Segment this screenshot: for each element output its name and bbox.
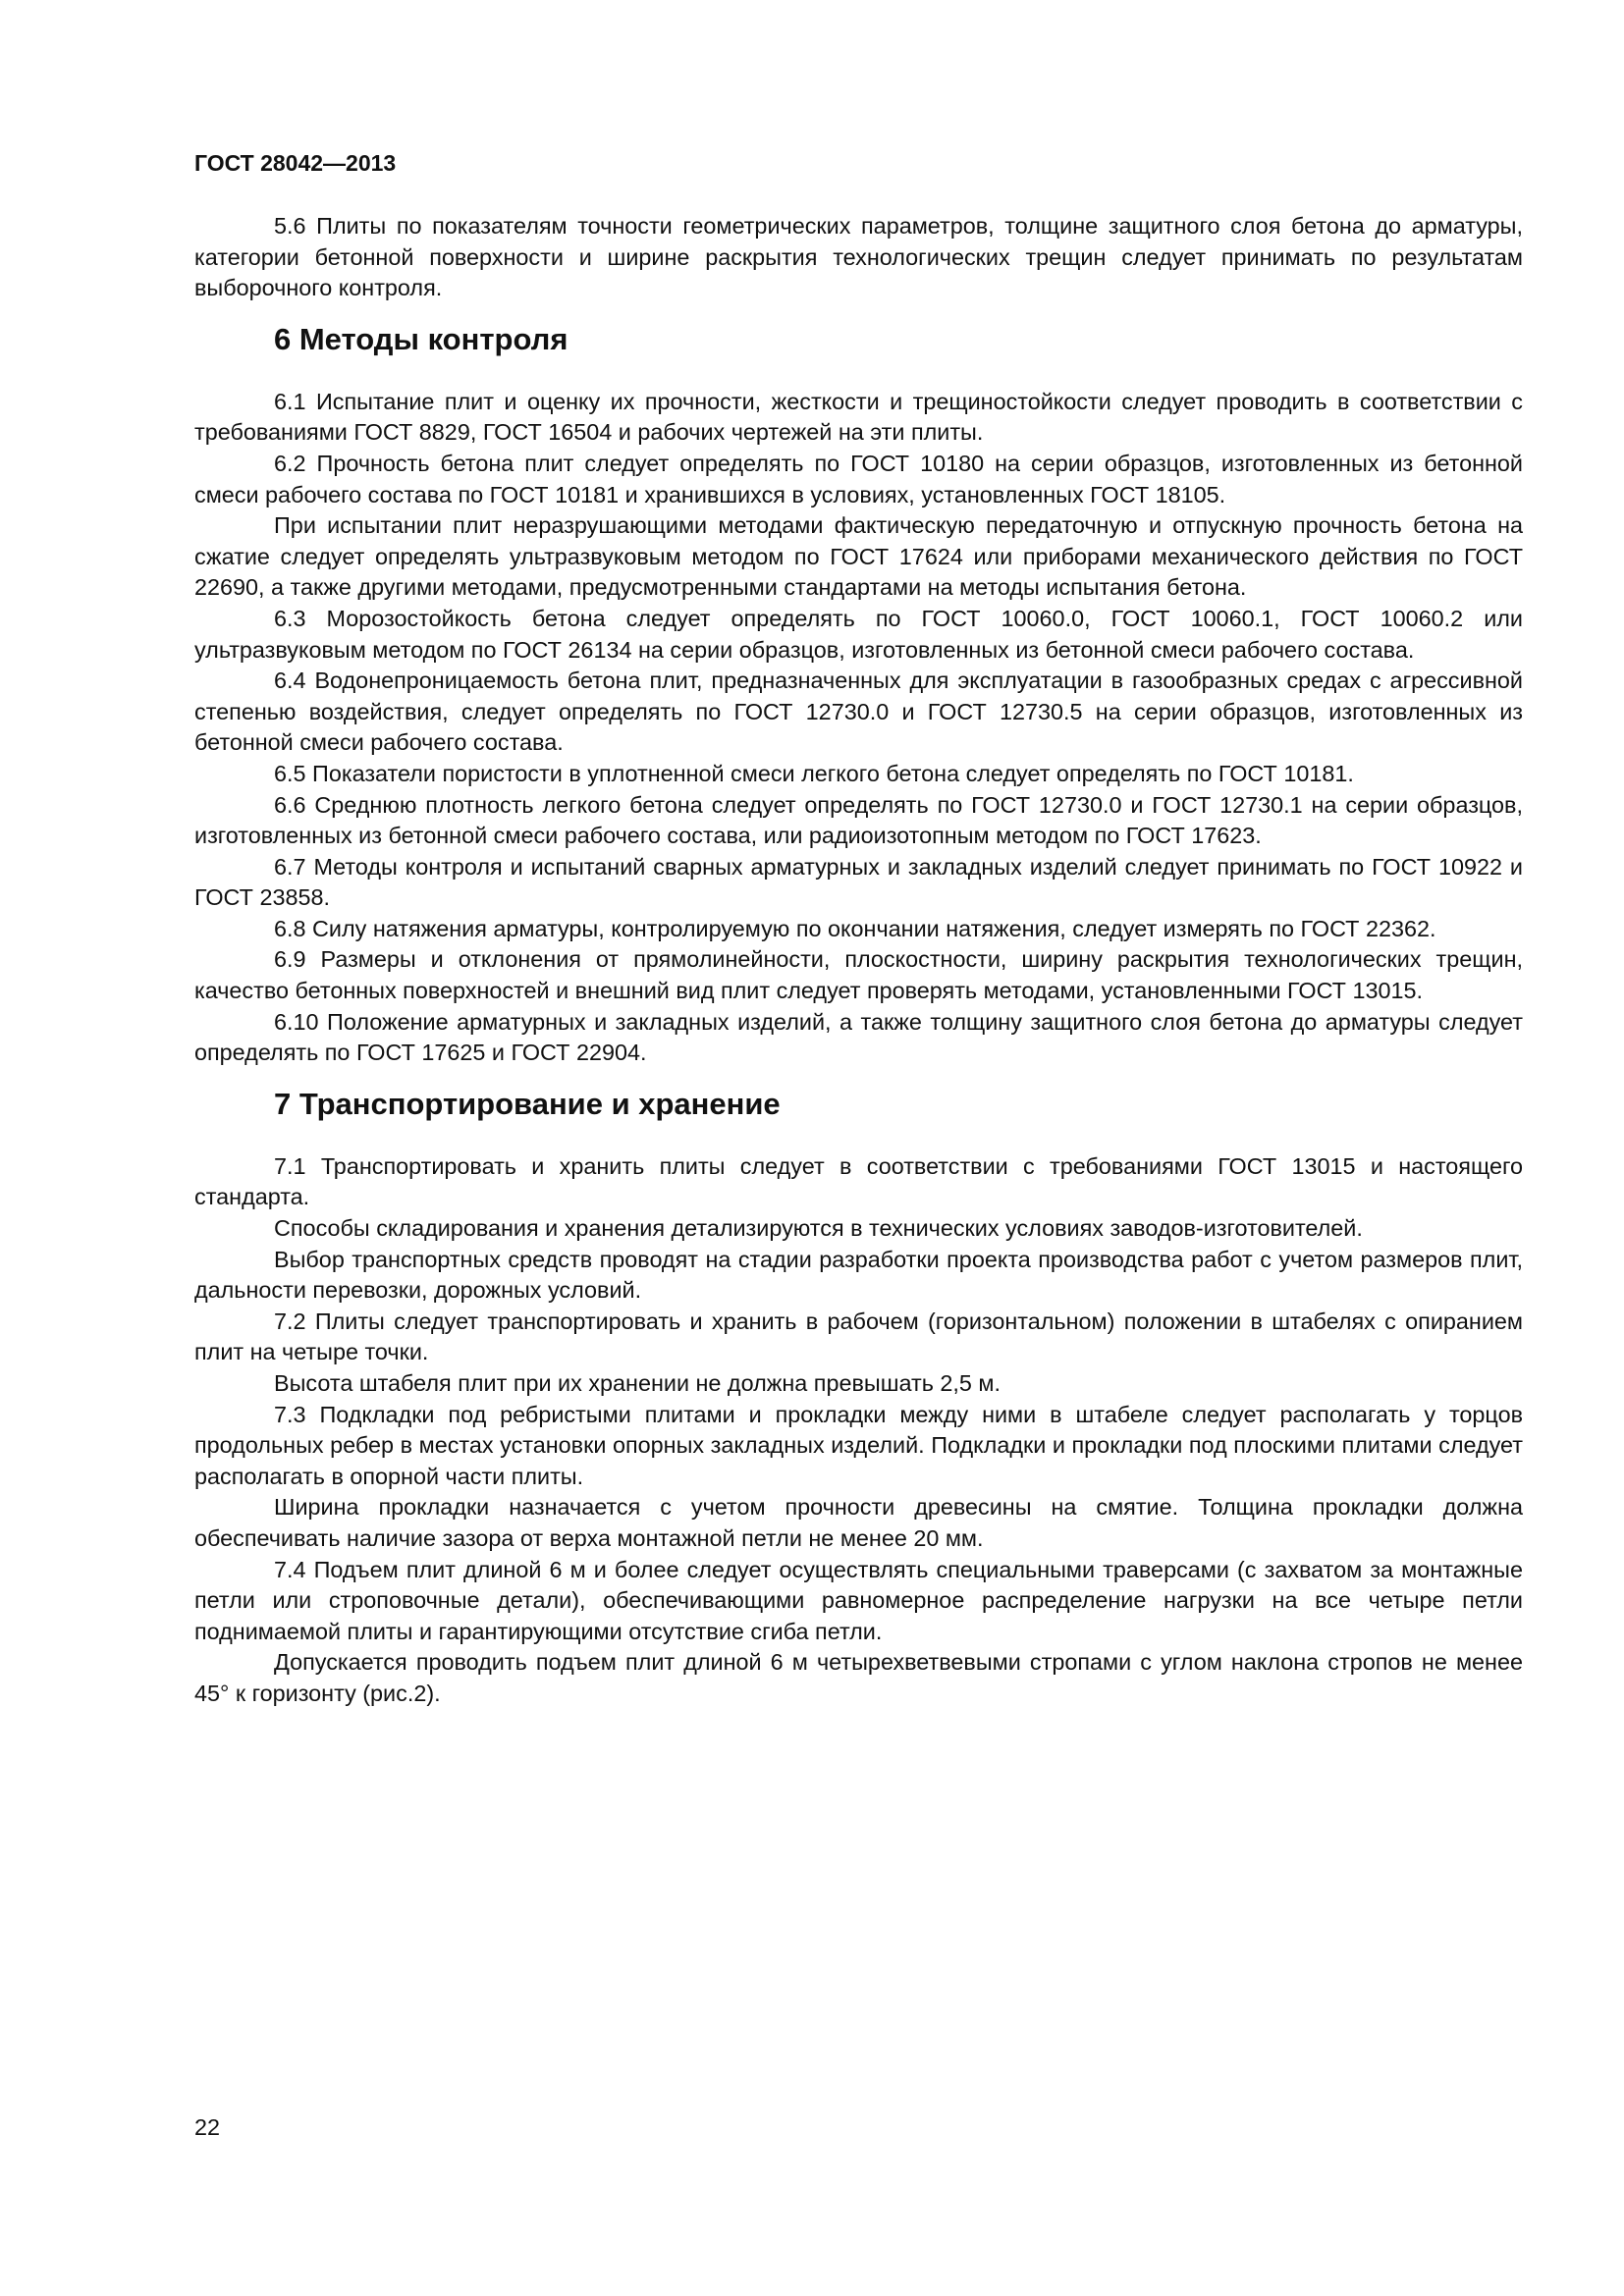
paragraph: Высота штабеля плит при их хранении не должна превышать 2,5 м. <box>274 1370 1001 1396</box>
paragraph: 6.10 Положение арматурных и закладных изделий, а также толщину защитного слоя бетона до арматуры следует определять по ГОСТ 17625 и ГОСТ 22904. <box>194 1008 1523 1066</box>
paragraph: 7.2 Плиты следует транспортировать и хранить в рабочем (горизонтальном) положении в штабелях с опиранием плит на четыре точки. <box>194 1308 1523 1365</box>
paragraph: 6.5 Показатели пористости в уплотненной смеси легкого бетона следует определять по ГОСТ 10181. <box>274 760 1354 786</box>
paragraph: Выбор транспортных средств проводят на стадии разработки проекта производства работ с учетом размеров плит, дальности перевозки, дорожных условий. <box>194 1246 1523 1304</box>
paragraph: 7.4 Подъем плит длиной 6 м и более следует осуществлять специальными траверсами (с захватом за монтажные петли или строповочные детали), обеспечивающими равномерное распределение нагрузки на все четыре петли поднимаемой плиты и гарантирующими отсутствие сгиба петли. <box>194 1556 1523 1644</box>
paragraph: При испытании плит неразрушающими методами фактическую передаточную и отпускную прочность бетона на сжатие следует определять ультразвуковым методом по ГОСТ 17624 или приборами механического действия по ГОСТ 22690, а также другими методами, предусмотренными стандартами на методы испытания бетона. <box>194 512 1523 601</box>
paragraph: 6.1 Испытание плит и оценку их прочности, жесткости и трещиностойкости следует проводить в соответствии с требованиями ГОСТ 8829, ГОСТ 16504 и рабочих чертежей на эти плиты. <box>194 388 1523 446</box>
paragraph: 6.6 Среднюю плотность легкого бетона следует определять по ГОСТ 12730.0 и ГОСТ 12730.1 на серии образцов, изготовленных из бетонной смеси рабочего состава, или радиоизотопным методом по ГОСТ 17623. <box>194 791 1523 849</box>
section-6-title: 6 Методы контроля <box>274 321 568 356</box>
paragraph: 6.7 Методы контроля и испытаний сварных арматурных и закладных изделий следует принимать по ГОСТ 10922 и ГОСТ 23858. <box>194 853 1523 911</box>
paragraph: Допускается проводить подъем плит длиной 6 м четырехветвевыми стропами с углом наклона стропов не менее 45° к горизонту (рис.2). <box>194 1649 1523 1706</box>
paragraph: Ширина прокладки назначается с учетом прочности древесины на смятие. Толщина прокладки должна обеспечивать наличие зазора от верха монтажной петли не менее 20 мм. <box>194 1494 1523 1551</box>
paragraph-5-6: 5.6 Плиты по показателям точности геометрических параметров, толщине защитного слоя бетона до арматуры, категории бетонной поверхности и ширине раскрытия технологических трещин следует принимать по результатам выборочного контроля. <box>194 213 1523 301</box>
paragraph: 6.9 Размеры и отклонения от прямолинейности, плоскостности, ширину раскрытия технологических трещин, качество бетонных поверхностей и внешний вид плит следует проверять методами, установленными ГОСТ 13015. <box>194 946 1523 1004</box>
paragraph: 6.3 Морозостойкость бетона следует определять по ГОСТ 10060.0, ГОСТ 10060.1, ГОСТ 10060.2 или ультразвуковым методом по ГОСТ 26134 на серии образцов, изготовленных из бетонной смеси рабочего состава. <box>194 605 1523 663</box>
paragraph: 7.1 Транспортировать и хранить плиты следует в соответствии с требованиями ГОСТ 13015 и настоящего стандарта. <box>194 1152 1523 1210</box>
paragraph: 6.4 Водонепроницаемость бетона плит, предназначенных для эксплуатации в газообразных средах с агрессивной степенью воздействия, следует определять по ГОСТ 12730.0 и ГОСТ 12730.5 на серии образцов, изготовленных из бетонной смеси рабочего состава. <box>194 667 1523 756</box>
paragraph: 6.8 Силу натяжения арматуры, контролируемую по окончании натяжения, следует измерять по ГОСТ 22362. <box>274 915 1436 941</box>
page-number: 22 <box>194 2114 221 2140</box>
section-7-title: 7 Транспортирование и хранение <box>274 1086 781 1121</box>
paragraph: 6.2 Прочность бетона плит следует определять по ГОСТ 10180 на серии образцов, изготовленных из бетонной смеси рабочего состава по ГОСТ 10181 и хранившихся в условиях, установленных ГОСТ 18105. <box>194 450 1523 507</box>
paragraph: Способы складирования и хранения детализируются в технических условиях заводов-изготовителей. <box>274 1215 1363 1242</box>
document-header: ГОСТ 28042—2013 <box>194 150 397 176</box>
paragraph: 7.3 Подкладки под ребристыми плитами и прокладки между ними в штабеле следует располагать у торцов продольных ребер в местах установки опорных закладных изделий. Подкладки и прокладки под плоскими плитами следует располагать в опорной части плиты. <box>194 1401 1523 1489</box>
